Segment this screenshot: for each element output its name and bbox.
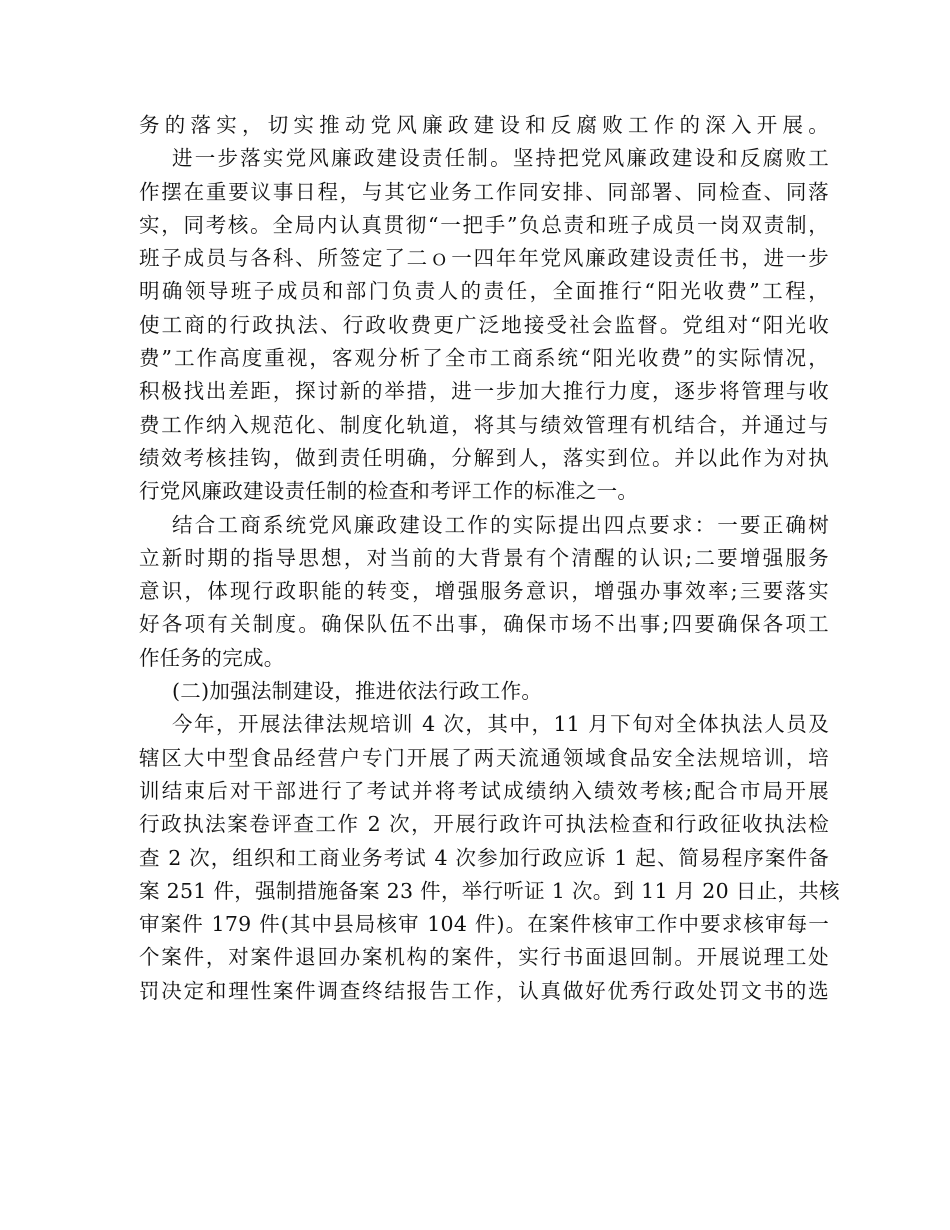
text-line: 明确领导班子成员和部门负责人的责任，全面推行“阳光收费”工程， (139, 279, 829, 304)
section-heading: (二)加强法制建设，推进依法行政工作。 (172, 679, 543, 704)
text-line: 费”工作高度重视，客观分析了全市工商系统“阳光收费”的实际情况， (139, 346, 829, 371)
text-line: 费工作纳入规范化、制度化轨道，将其与绩效管理有机结合，并通过与 (139, 412, 829, 437)
text-line: 务的落实，切实推动党风廉政建设和反腐败工作的深入开展。 (139, 113, 829, 137)
text-line: 使工商的行政执法、行政收费更广泛地接受社会监督。党组对“阳光收 (139, 312, 829, 337)
text-line: 查 2 次，组织和工商业务考试 4 次参加行政应诉 1 起、简易程序案件备 (139, 845, 829, 870)
paragraph-first-line: 进一步落实党风廉政建设责任制。坚持把党风廉政建设和反腐败工 (172, 146, 829, 171)
text-line: 辖区大中型食品经营户专门开展了两天流通领域食品安全法规培训，培 (139, 745, 829, 770)
document-body (139, 109, 840, 1008)
text-line: 实，同考核。全局内认真贯彻“一把手”负总责和班子成员一岗双责制， (139, 212, 829, 237)
text-line: 作摆在重要议事日程，与其它业务工作同安排、同部署、同检查、同落 (139, 179, 829, 204)
text-line: 罚决定和理性案件调查终结报告工作，认真做好优秀行政处罚文书的选 (139, 978, 829, 1003)
text-line: 训结束后对干部进行了考试并将考试成绩纳入绩效考核;配合市局开展 (139, 778, 829, 803)
paragraph-first-line: 结合工商系统党风廉政建设工作的实际提出四点要求：一要正确树 (172, 512, 829, 537)
text-line: 立新时期的指导思想，对当前的大背景有个清醒的认识;二要增强服务 (139, 545, 829, 570)
paragraph-last-line: 作任务的完成。 (139, 645, 285, 670)
text-line: 班子成员与各科、所签定了二ｏ一四年年党风廉政建设责任书，进一步 (139, 246, 829, 271)
text-line: 案 251 件，强制措施备案 23 件，举行听证 1 次。到 11 月 20 日止，共核 (139, 878, 840, 903)
paragraph-last-line: 行党风廉政建设责任制的检查和考评工作的标准之一。 (139, 479, 639, 504)
text-line: 意识，体现行政职能的转变，增强服务意识，增强办事效率;三要落实 (139, 579, 829, 604)
text-line: 行政执法案卷评查工作 2 次，开展行政许可执法检查和行政征收执法检 (139, 812, 829, 837)
text-line: 审案件 179 件(其中县局核审 104 件)。在案件核审工作中要求核审每一 (139, 912, 829, 937)
text-line: 个案件，对案件退回办案机构的案件，实行书面退回制。开展说理工处 (139, 945, 829, 970)
text-line: 好各项有关制度。确保队伍不出事，确保市场不出事;四要确保各项工 (139, 612, 829, 637)
text-line: 绩效考核挂钩，做到责任明确，分解到人，落实到位。并以此作为对执 (139, 445, 829, 470)
paragraph-first-line: 今年，开展法律法规培训 4 次，其中，11 月下旬对全体执法人员及 (172, 712, 829, 737)
text-line: 积极找出差距，探讨新的举措，进一步加大推行力度，逐步将管理与收 (139, 379, 829, 404)
